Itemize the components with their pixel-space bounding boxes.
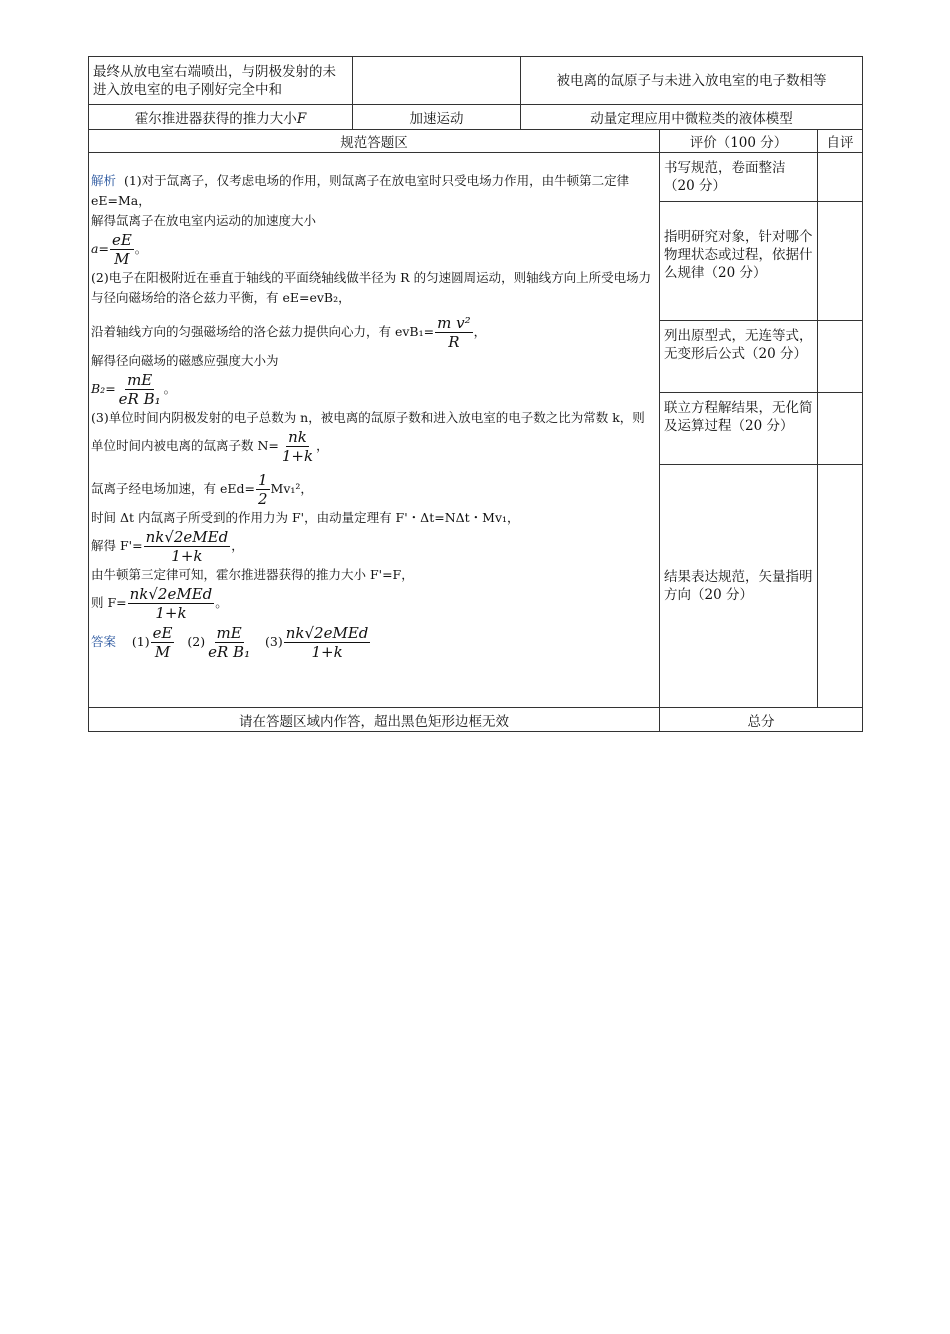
frac-half-num: 1	[257, 471, 268, 489]
solution-p11: 则 F=	[91, 595, 127, 610]
header-answer-area: 规范答题区	[89, 130, 660, 153]
solution-p2: 解得氙离子在放电室内运动的加速度大小	[91, 213, 317, 228]
footer-total: 总分	[660, 708, 863, 732]
frac-half-den: 2	[257, 490, 268, 508]
frac-p4	[435, 314, 472, 351]
row-criterion-1	[89, 153, 863, 202]
solution-p5: 解得径向磁场的磁感应强度大小为	[91, 353, 279, 368]
frac-f-final-den: 1+k	[155, 604, 187, 622]
criterion-3: 列出原型式，无连等式，无变形后公式（20 分）	[660, 321, 818, 393]
answer-1-num: eE	[152, 624, 173, 642]
frac-a-num: eE	[111, 231, 132, 249]
answer-2-frac	[206, 624, 252, 661]
solution-area	[89, 153, 660, 708]
frac-n	[280, 428, 315, 465]
frac-n-den: 1+k	[281, 447, 314, 465]
thrust-var: F	[296, 111, 307, 127]
p9-end: ，	[231, 538, 244, 553]
frac-f-final-num: nk√2eMEd	[129, 585, 213, 603]
answer-1-label: (1)	[131, 634, 150, 649]
a-end: 。	[134, 241, 148, 256]
header-score: 评价（100 分）	[660, 130, 818, 153]
p4-end: ，	[473, 324, 487, 339]
solution-p6: (3)单位时间内阴极发射的电子总数为 n，被电离的氙原子数和进入放电室的电子数之比为常数 k，则单位时间内被电离的氙离子数 N=	[91, 410, 645, 453]
answer-2-label: (2)	[187, 634, 206, 649]
cell-thrust	[89, 105, 353, 130]
solution-p8: 时间 Δt 内氙离子所受到的作用力为 F'，由动量定理有 F'・Δt=NΔt・Mv₁，	[91, 510, 520, 525]
cell-model: 动量定理应用中微粒类的液体模型	[521, 105, 863, 130]
answer-sheet	[88, 56, 862, 732]
solution-p1: (1)对于氙离子，仅考虑电场的作用，则氙离子在放电室时只受电场力作用，由牛顿第二定律 eE=Ma，	[91, 173, 630, 208]
a-lhs: a=	[91, 241, 109, 256]
solution-p4: 沿着轴线方向的匀强磁场给的洛仑兹力提供向心力，有 evB₁=	[91, 324, 435, 339]
footer-note: 请在答题区域内作答，超出黑色矩形边框无效	[89, 708, 660, 732]
row-ejection	[89, 57, 863, 105]
header-self: 自评	[818, 130, 863, 153]
answer-2-num: mE	[216, 624, 242, 642]
self-score-3[interactable]	[818, 321, 863, 393]
criterion-5: 结果表达规范，矢量指明方向（20 分）	[660, 465, 818, 708]
criterion-1: 书写规范，卷面整洁（20 分）	[660, 153, 818, 202]
frac-f-final	[128, 585, 215, 622]
solution-p9: 解得 F'=	[91, 538, 143, 553]
self-score-1[interactable]	[818, 153, 863, 202]
frac-b	[117, 371, 163, 408]
solution-p3: (2)电子在阳极附近在垂直于轴线的平面绕轴线做半径为 R 的匀速圆周运动，则轴线方向上所受电场力与径向磁场给的洛仑兹力平衡，有 eE=evB₂，	[91, 270, 652, 305]
cell-ejection-condition: 被电离的氙原子与未进入放电室的电子数相等	[521, 57, 863, 105]
p7-end: Mv₁²，	[270, 481, 313, 496]
frac-a-den: M	[114, 250, 130, 268]
answer-2-den: eR B₁	[208, 643, 251, 661]
cell-ejection-text: 最终从放电室右端喷出，与阴极发射的未进入放电室的电子刚好完全中和	[89, 57, 353, 105]
frac-b-den: eR B₁	[118, 390, 161, 408]
b-end: 。	[163, 381, 177, 396]
criterion-2: 指明研究对象，针对哪个物理状态或过程，依据什么规律（20 分）	[660, 202, 818, 321]
frac-f	[144, 528, 231, 565]
frac-f-den: 1+k	[171, 547, 203, 565]
answer-table	[88, 56, 863, 732]
solution-p7: 氙离子经电场加速，有 eEd=	[91, 481, 255, 496]
answer-1-frac	[151, 624, 175, 661]
self-score-5[interactable]	[818, 465, 863, 708]
self-score-4[interactable]	[818, 393, 863, 465]
self-score-2[interactable]	[818, 202, 863, 321]
frac-f-num: nk√2eMEd	[145, 528, 229, 546]
row-thrust	[89, 105, 863, 130]
frac-b-num: mE	[127, 371, 153, 389]
row-footer	[89, 708, 863, 732]
frac-a	[110, 231, 134, 268]
answer-3-den: 1+k	[311, 643, 343, 661]
answer-3-frac	[284, 624, 371, 661]
frac-half	[256, 471, 270, 508]
frac-p4-num: m v²	[437, 314, 471, 332]
row-header	[89, 130, 863, 153]
p11-end: 。	[215, 595, 228, 610]
solution-p10: 由牛顿第三定律可知，霍尔推进器获得的推力大小 F'=F，	[91, 567, 414, 582]
cell-ejection-middle	[353, 57, 521, 105]
answer-3-label: (3)	[265, 634, 283, 649]
answer-label: 答案	[91, 634, 117, 649]
answer-3-num: nk√2eMEd	[285, 624, 369, 642]
n-end: ，	[316, 438, 329, 453]
criterion-4: 联立方程解结果，无化简及运算过程（20 分）	[660, 393, 818, 465]
b-lhs: B₂=	[91, 381, 116, 396]
cell-acceleration: 加速运动	[353, 105, 521, 130]
solution-label: 解析	[91, 173, 117, 188]
thrust-text: 霍尔推进器获得的推力大小	[134, 111, 297, 127]
frac-p4-den: R	[448, 333, 460, 351]
answer-1-den: M	[154, 643, 171, 661]
frac-n-num: nk	[288, 428, 307, 446]
